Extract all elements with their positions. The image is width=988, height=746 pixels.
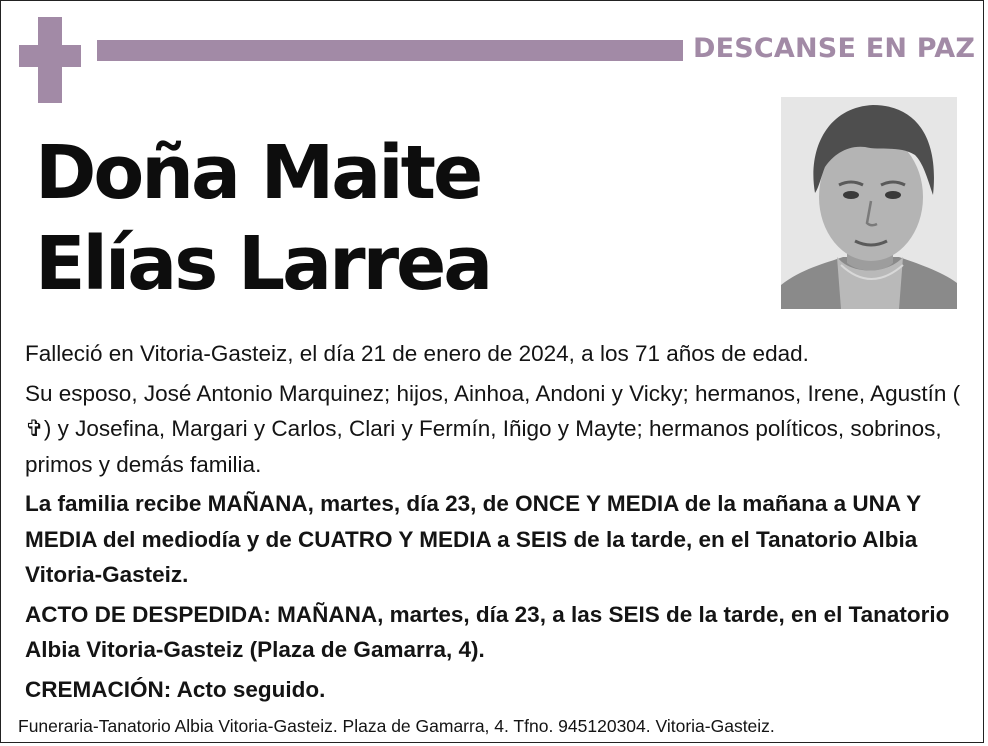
family-list-part2: ) y Josefina, Margari y Carlos, Clari y Fermín, Iñigo y Mayte; hermanos políticos, sobrinos, primos y demás familia. xyxy=(25,416,942,477)
death-announcement: Falleció en Vitoria-Gasteiz, el día 21 de enero de 2024, a los 71 años de edad. xyxy=(25,341,809,366)
cremation-info: CREMACIÓN: Acto seguido. xyxy=(25,676,326,702)
visitation-info: La familia recibe MAÑANA, martes, día 23, de ONCE Y MEDIA de la mañana a UNA Y MEDIA del mediodía y de CUATRO Y MEDIA a SEIS de la tarde, en el Tanatorio Albia Vitoria-Gasteiz. xyxy=(25,491,921,587)
family-list xyxy=(25,376,965,483)
deceased-name-first: Doña Maite xyxy=(35,130,481,216)
obituary-body xyxy=(25,336,965,711)
cross-icon xyxy=(19,17,81,103)
header-divider-bar xyxy=(97,40,683,61)
family-list-part1: Su esposo, José Antonio Marquinez; hijos, Ainhoa, Andoni y Vicky; hermanos, Irene, Agustín ( xyxy=(25,380,961,406)
small-cross-icon: ✞ xyxy=(25,416,44,441)
deceased-name-last: Elías Larrea xyxy=(35,221,491,307)
funeral-home-footer: Funeraria-Tanatorio Albia Vitoria-Gasteiz. Plaza de Gamarra, 4. Tfno. 945120304. Vitoria-Gasteiz. xyxy=(18,716,775,736)
deceased-portrait-photo xyxy=(781,97,957,309)
farewell-info: ACTO DE DESPEDIDA: MAÑANA, martes, día 23, a las SEIS de la tarde, en el Tanatorio Albia Vitoria-Gasteiz (Plaza de Gamarra, 4). xyxy=(25,601,950,662)
rip-heading: DESCANSE EN PAZ xyxy=(693,33,976,64)
